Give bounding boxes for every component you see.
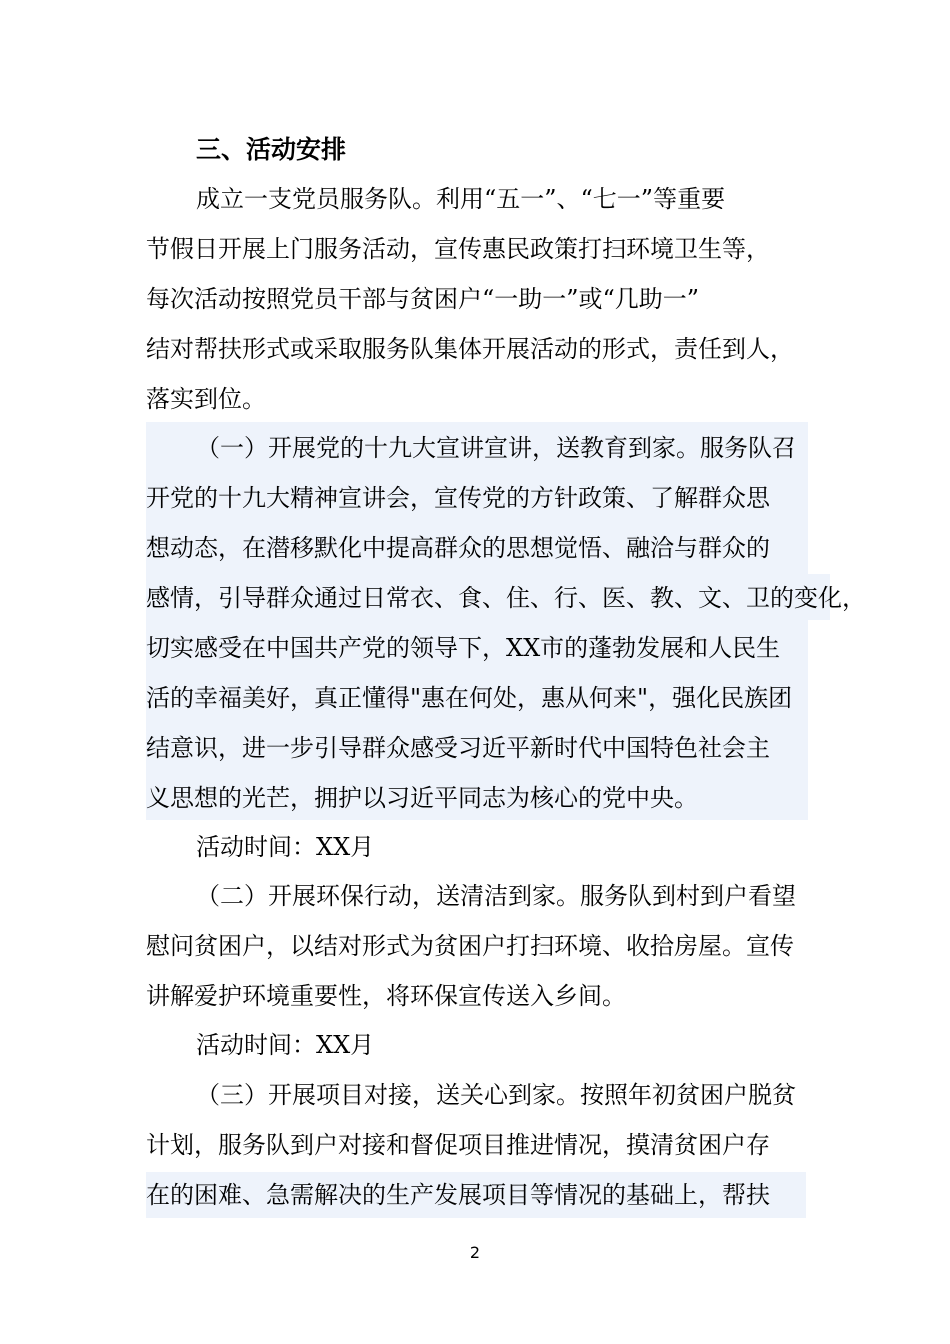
- paragraph-line: 成立一支党员服务队。利用“五一”、“七一”等重要: [196, 185, 726, 213]
- paragraph-line: 结对帮扶形式或采取服务队集体开展活动的形式，责任到人，: [146, 335, 794, 363]
- section2-paragraph: [146, 871, 826, 1021]
- section1-time: [146, 822, 826, 872]
- section1-paragraph: [146, 423, 866, 823]
- paragraph-line: 感情，引导群众通过日常衣、食、住、行、医、教、文、卫的变化，: [146, 584, 866, 612]
- paragraph-line: （二）开展环保行动，送清洁到家。服务队到村到户看望: [196, 882, 796, 910]
- paragraph-line: 开党的十九大精神宣讲会，宣传党的方针政策、了解群众思: [146, 484, 770, 512]
- paragraph-line: 慰问贫困户，以结对形式为贫困户打扫环境、收拾房屋。宣传: [146, 932, 794, 960]
- intro-paragraph: [146, 174, 826, 424]
- paragraph-line: 节假日开展上门服务活动，宣传惠民政策打扫环境卫生等，: [146, 235, 770, 263]
- paragraph-line: （一）开展党的十九大宣讲宣讲，送教育到家。服务队召: [196, 434, 796, 462]
- paragraph-line: 想动态，在潜移默化中提高群众的思想觉悟、融洽与群众的: [146, 534, 770, 562]
- section-heading: 三、活动安排: [196, 135, 347, 164]
- paragraph-line: 在的困难、急需解决的生产发展项目等情况的基础上，帮扶: [146, 1181, 770, 1209]
- page-number: 2: [469, 1243, 481, 1262]
- section2-time: [146, 1020, 826, 1070]
- paragraph-line: 计划，服务队到户对接和督促项目推进情况，摸清贫困户存: [146, 1131, 770, 1159]
- activity-time: 活动时间：XX月: [196, 1031, 375, 1059]
- paragraph-line: 讲解爱护环境重要性，将环保宣传送入乡间。: [146, 982, 626, 1010]
- paragraph-line: （三）开展项目对接，送关心到家。按照年初贫困户脱贫: [196, 1081, 796, 1109]
- paragraph-line: 切实感受在中国共产党的领导下，XX市的蓬勃发展和人民生: [146, 634, 781, 662]
- paragraph-line: 落实到位。: [146, 385, 266, 413]
- paragraph-line: 义思想的光芒，拥护以习近平同志为核心的党中央。: [146, 784, 698, 812]
- activity-time: 活动时间：XX月: [196, 833, 375, 861]
- paragraph-line: 活的幸福美好，真正懂得"惠在何处，惠从何来"，强化民族团: [146, 684, 793, 712]
- paragraph-line: 结意识，进一步引导群众感受习近平新时代中国特色社会主: [146, 734, 770, 762]
- section3-paragraph: [146, 1070, 826, 1220]
- paragraph-line: 每次活动按照党员干部与贫困户“一助一”或“几助一”: [146, 285, 700, 313]
